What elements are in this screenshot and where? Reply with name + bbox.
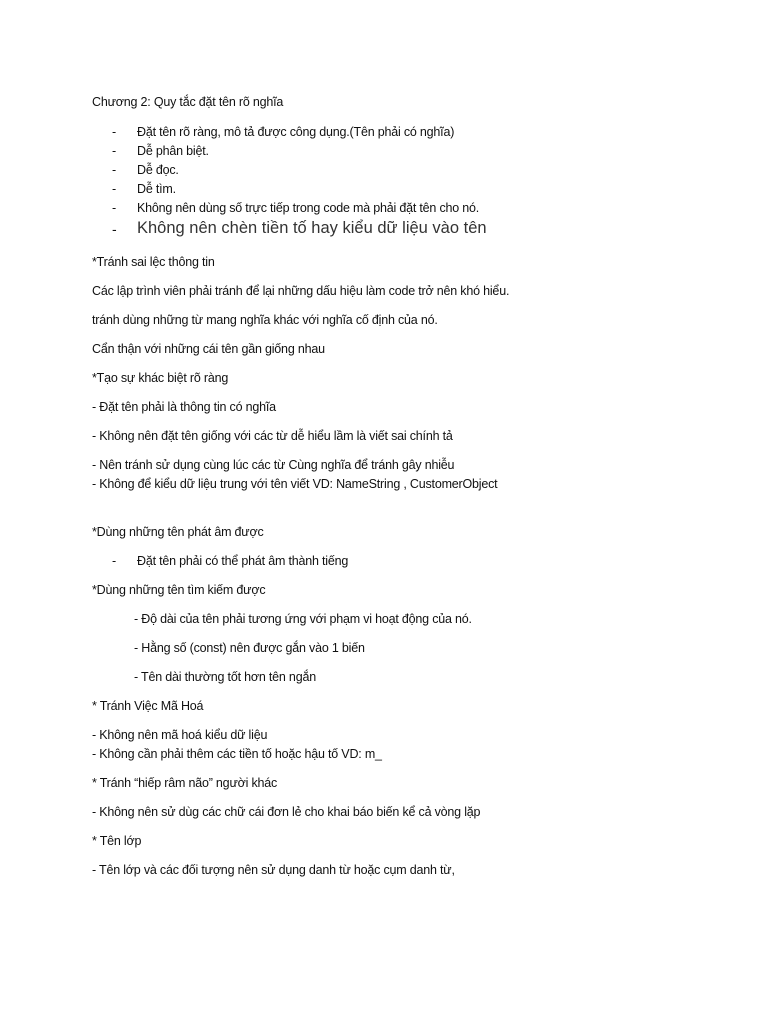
paragraph-line: - Không để kiểu dữ liệu trung với tên viết VD: NameString , CustomerObject — [92, 477, 498, 491]
paragraph-line: - Độ dài của tên phải tương ứng với phạm vi hoạt động của nó. — [134, 612, 472, 626]
paragraph-line: tránh dùng những từ mang nghĩa khác với nghĩa cố định của nó. — [92, 313, 438, 327]
paragraph-line: Cẩn thận với những cái tên gần giống nhau — [92, 342, 325, 356]
paragraph-line: Các lập trình viên phải tránh để lại những dấu hiệu làm code trở nên khó hiểu. — [92, 284, 510, 298]
bullet-dash: - — [112, 554, 117, 568]
bullet-item-large: Không nên chèn tiền tố hay kiểu dữ liệu vào tên — [137, 219, 487, 237]
paragraph-line: - Nên tránh sử dụng cùng lúc các từ Cùng nghĩa để tránh gây nhiễu — [92, 458, 455, 472]
section-heading: *Tạo sự khác biệt rõ ràng — [92, 371, 229, 385]
section-heading: * Tránh Việc Mã Hoá — [92, 699, 204, 713]
section-heading: * Tránh “hiếp râm não” người khác — [92, 776, 278, 790]
bullet-dash: - — [112, 163, 117, 177]
paragraph-line: - Tên lớp và các đối tượng nên sử dụng danh từ hoặc cụm danh từ, — [92, 863, 455, 877]
paragraph-line: - Không cần phải thêm các tiền tố hoặc hậu tố VD: m_ — [92, 747, 382, 761]
bullet-dash: - — [112, 182, 117, 196]
paragraph-line: - Không nên sử dùg các chữ cái đơn lẻ cho khai báo biến kể cả vòng lặp — [92, 805, 481, 819]
chapter-title: Chương 2: Quy tắc đặt tên rõ nghĩa — [92, 95, 284, 109]
bullet-item: Dễ phân biệt. — [137, 144, 209, 158]
bullet-item: Đặt tên rõ ràng, mô tả được công dụng.(Tên phải có nghĩa) — [137, 125, 455, 139]
paragraph-line: - Hằng số (const) nên được gắn vào 1 biến — [134, 641, 365, 655]
bullet-dash: - — [112, 125, 117, 139]
bullet-item: Không nên dùng số trực tiếp trong code mà phải đặt tên cho nó. — [137, 201, 480, 215]
paragraph-line: - Không nên mã hoá kiểu dữ liệu — [92, 728, 268, 742]
section-heading: *Tránh sai lệc thông tin — [92, 255, 215, 269]
section-heading: *Dùng những tên tìm kiếm được — [92, 583, 266, 597]
section-heading: * Tên lớp — [92, 834, 142, 848]
bullet-item: Đặt tên phải có thể phát âm thành tiếng — [137, 554, 349, 568]
section-heading: *Dùng những tên phát âm được — [92, 525, 264, 539]
paragraph-line: - Tên dài thường tốt hơn tên ngắn — [134, 670, 316, 684]
paragraph-line: - Không nên đặt tên giống với các từ dễ hiểu lầm là viết sai chính tả — [92, 429, 453, 443]
bullet-item: Dễ tìm. — [137, 182, 176, 196]
bullet-item: Dễ đọc. — [137, 163, 179, 177]
paragraph-line: - Đặt tên phải là thông tin có nghĩa — [92, 400, 276, 414]
bullet-dash: - — [112, 201, 117, 215]
bullet-dash: - — [112, 144, 117, 158]
bullet-dash: - — [112, 221, 117, 237]
